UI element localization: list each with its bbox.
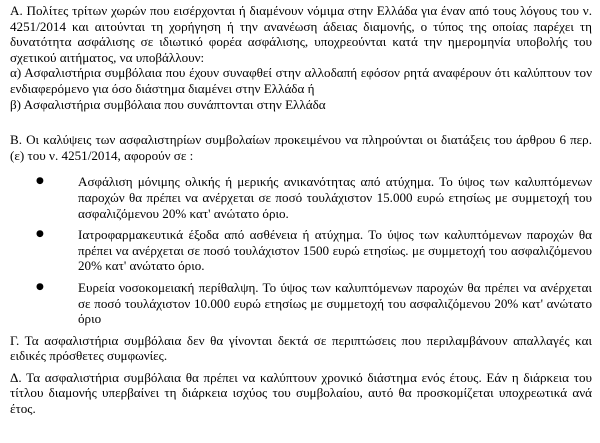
spacer bbox=[10, 163, 592, 174]
list-item bbox=[10, 174, 592, 221]
list-item bbox=[10, 227, 592, 274]
section-a-item-alpha: α) Ασφαλιστήρια συμβόλαια που έχουν συναφθεί στην αλλοδαπή εφόσον ρητά αναφέρουν ότι καλύπτουν τον ενδιαφερόμενο για όσο διάστημα διαμένει στην Ελλάδα ή bbox=[10, 65, 592, 96]
section-d-text: Δ. Τα ασφαλιστήρια συμβόλαια θα πρέπει να καλύπτουν χρονικό διάστημα ενός έτους. Εάν η διάρκεια του τίτλου διαμονής υπερβαίνει τη διάρκεια ισχύος του συμβολαίου, αυτό θα προσκομίζεται υποχρεωτικά ανά έτος. bbox=[10, 369, 592, 417]
list-item-text: Ευρεία νοσοκομειακή περίθαλψη. Το ύψος των καλυπτόμενων παροχών θα πρέπει να ανέρχεται σε ποσό τουλάχιστον 10.000 ευρώ ετησίως με συμμετοχή του ασφαλιζόμενου 20% κατ' ανώτατο όριο bbox=[78, 279, 592, 327]
list-item-text: Ιατροφαρμακευτικά έξοδα από ασθένεια ή ατύχημα. Το ύψος των καλυπτόμενων παροχών θα πρέπει να ανέρχεται σε ποσό τουλάχιστον 1500 ευρώ ετησίως. με συμμετοχή του ασφαλιζόμενου 20% κατ' ανώτατο όριο. bbox=[78, 227, 592, 274]
section-b-intro: Β. Οι καλύψεις των ασφαλιστηρίων συμβολαίων προκειμένου να πληρούνται οι διατάξεις του άρθρου 6 περ. (ε) του ν. 4251/2014, αφορούν σε : bbox=[10, 132, 592, 163]
bullet-icon: ● bbox=[36, 281, 44, 292]
coverage-list bbox=[10, 174, 592, 326]
list-item-text: Ασφάλιση μόνιμης ολικής ή μερικής ανικανότητας από ατύχημα. Το ύψος των καλυπτόμενων παροχών θα πρέπει να ανέρχεται σε ποσό τουλάχιστον 15.000 ευρώ ετησίως με συμμετοχή του ασφαλιζόμενου 20% κατ' ανώτατο όριο. bbox=[78, 174, 592, 221]
section-c-text: Γ. Τα ασφαλιστήρια συμβόλαια δεν θα γίνονται δεκτά σε περιπτώσεις που περιλαμβάνουν απαλλαγές και ειδικές πρόσθετες συμφωνίες. bbox=[10, 332, 592, 364]
bullet-icon: ● bbox=[36, 229, 44, 240]
section-a-item-beta: β) Ασφαλιστήρια συμβόλαια που συνάπτονται στην Ελλάδα bbox=[10, 96, 326, 112]
spacer bbox=[10, 112, 592, 132]
list-item bbox=[10, 280, 592, 327]
document-page bbox=[10, 3, 592, 417]
bullet-icon: ● bbox=[36, 176, 44, 187]
section-a-intro: Α. Πολίτες τρίτων χωρών που εισέρχονται ή διαμένουν νόμιμα στην Ελλάδα για έναν από τους λόγους του ν. 4251/2014 και αιτούνται τη χορήγηση ή την ανανέωση άδειας διαμονής, ο τύπος της οποίας παρέχει τη δυνατότητα ασφάλισης σε ιδιωτικό φορέα ασφάλισης, υποχρεούνται κατά την ημερομηνία υποβολής του σχετικού αιτήματος, να υποβάλλουν: bbox=[10, 3, 592, 65]
